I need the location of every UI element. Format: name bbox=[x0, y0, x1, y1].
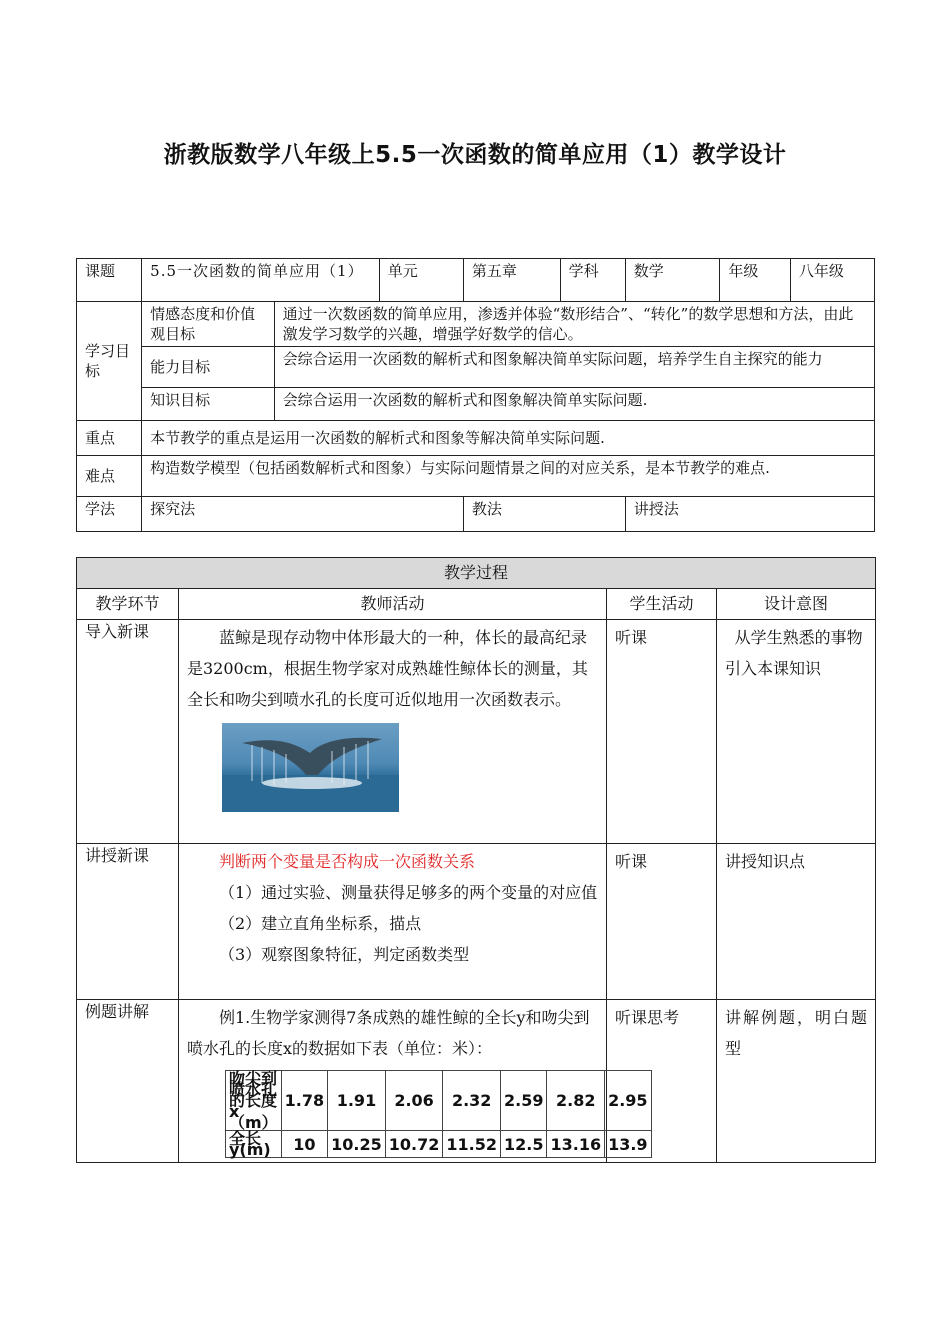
topic-label: 课题 bbox=[77, 259, 142, 302]
stage-cell: 讲授新课 bbox=[77, 844, 179, 1000]
method-label: 学法 bbox=[77, 497, 142, 532]
lesson-info-table bbox=[76, 258, 875, 532]
x-value: 2.32 bbox=[443, 1071, 501, 1131]
difficulty-text: 构造数学模型（包括函数解析式和图象）与实际问题情景之间的对应关系，是本节教学的难点. bbox=[142, 456, 875, 497]
unit-value: 第五章 bbox=[463, 259, 560, 302]
whale-data-table bbox=[225, 1070, 652, 1158]
student-cell: 听课 bbox=[607, 844, 717, 1000]
stage-cell: 导入新课 bbox=[77, 620, 179, 844]
step-item: （1）通过实验、测量获得足够多的两个变量的对应值 bbox=[219, 883, 598, 902]
y-value: 13.16 bbox=[547, 1131, 605, 1158]
intent-cell: 从学生熟悉的事物引入本课知识 bbox=[717, 620, 876, 844]
teach-label: 教法 bbox=[463, 497, 625, 532]
topic-value: 5.5一次函数的简单应用（1） bbox=[142, 259, 380, 302]
method-heading: 判断两个变量是否构成一次函数关系 bbox=[219, 852, 476, 871]
teaching-process-table bbox=[76, 557, 876, 1163]
teach-value: 讲授法 bbox=[625, 497, 874, 532]
column-header: 设计意图 bbox=[717, 589, 876, 620]
goal-text: 通过一次数函数的简单应用，渗透并体验“数形结合”、“转化”的数学思想和方法，由此激发学习数学的兴趣，增强学好数学的信心。 bbox=[274, 302, 874, 347]
column-header: 学生活动 bbox=[607, 589, 717, 620]
whale-tail-image bbox=[222, 723, 399, 812]
process-header: 教学过程 bbox=[77, 558, 876, 589]
key-label: 重点 bbox=[77, 421, 142, 456]
y-value: 10 bbox=[281, 1131, 327, 1158]
method-value: 探究法 bbox=[142, 497, 464, 532]
grade-label: 年级 bbox=[720, 259, 790, 302]
goal-text: 会综合运用一次函数的解析式和图象解决简单实际问题. bbox=[274, 388, 874, 421]
goal-label: 情感态度和价值观目标 bbox=[142, 302, 274, 347]
y-value: 12.5 bbox=[500, 1131, 546, 1158]
goal-label: 能力目标 bbox=[142, 347, 274, 388]
y-value: 10.25 bbox=[328, 1131, 386, 1158]
x-value: 2.59 bbox=[500, 1071, 546, 1131]
stage-cell: 例题讲解 bbox=[77, 1000, 179, 1163]
grade-value: 八年级 bbox=[790, 259, 874, 302]
y-row-label: 全长y(m) bbox=[226, 1131, 282, 1158]
intro-paragraph: 蓝鲸是现存动物中体形最大的一种，体长的最高纪录是3200cm，根据生物学家对成熟雄性鲸体长的测量，其全长和吻尖到喷水孔的长度可近似地用一次函数表示。 bbox=[187, 628, 588, 709]
column-header: 教学环节 bbox=[77, 589, 179, 620]
teacher-cell bbox=[179, 844, 607, 1000]
x-row-label: 吻尖到喷水孔的长度x（m） bbox=[226, 1071, 282, 1131]
teacher-cell bbox=[179, 620, 607, 844]
subject-value: 数学 bbox=[625, 259, 720, 302]
step-item: （2）建立直角坐标系，描点 bbox=[219, 914, 422, 933]
intent-cell: 讲授知识点 bbox=[717, 844, 876, 1000]
x-value: 2.95 bbox=[605, 1071, 651, 1131]
x-value: 1.91 bbox=[328, 1071, 386, 1131]
key-text: 本节教学的重点是运用一次函数的解析式和图象等解决简单实际问题. bbox=[142, 421, 875, 456]
x-value: 1.78 bbox=[281, 1071, 327, 1131]
goals-label: 学习目标 bbox=[77, 302, 142, 421]
student-cell: 听课思考 bbox=[607, 1000, 717, 1163]
intent-cell: 讲解例题，明白题型 bbox=[717, 1000, 876, 1163]
subject-label: 学科 bbox=[560, 259, 625, 302]
student-cell: 听课 bbox=[607, 620, 717, 844]
y-value: 11.52 bbox=[443, 1131, 501, 1158]
step-item: （3）观察图象特征，判定函数类型 bbox=[219, 945, 470, 964]
x-value: 2.06 bbox=[385, 1071, 443, 1131]
difficulty-label: 难点 bbox=[77, 456, 142, 497]
column-header: 教师活动 bbox=[179, 589, 607, 620]
goal-label: 知识目标 bbox=[142, 388, 274, 421]
y-value: 10.72 bbox=[385, 1131, 443, 1158]
unit-label: 单元 bbox=[379, 259, 463, 302]
example-paragraph: 例1.生物学家测得7条成熟的雄性鲸的全长y和吻尖到喷水孔的长度x的数据如下表（单位：米）： bbox=[187, 1008, 590, 1058]
goal-text: 会综合运用一次函数的解析式和图象解决简单实际问题，培养学生自主探究的能力 bbox=[274, 347, 874, 388]
x-value: 2.82 bbox=[547, 1071, 605, 1131]
y-value: 13.9 bbox=[605, 1131, 651, 1158]
whale-tail-illustration bbox=[222, 723, 399, 812]
page-title: 浙教版数学八年级上5.5一次函数的简单应用（1）教学设计 bbox=[163, 142, 787, 168]
